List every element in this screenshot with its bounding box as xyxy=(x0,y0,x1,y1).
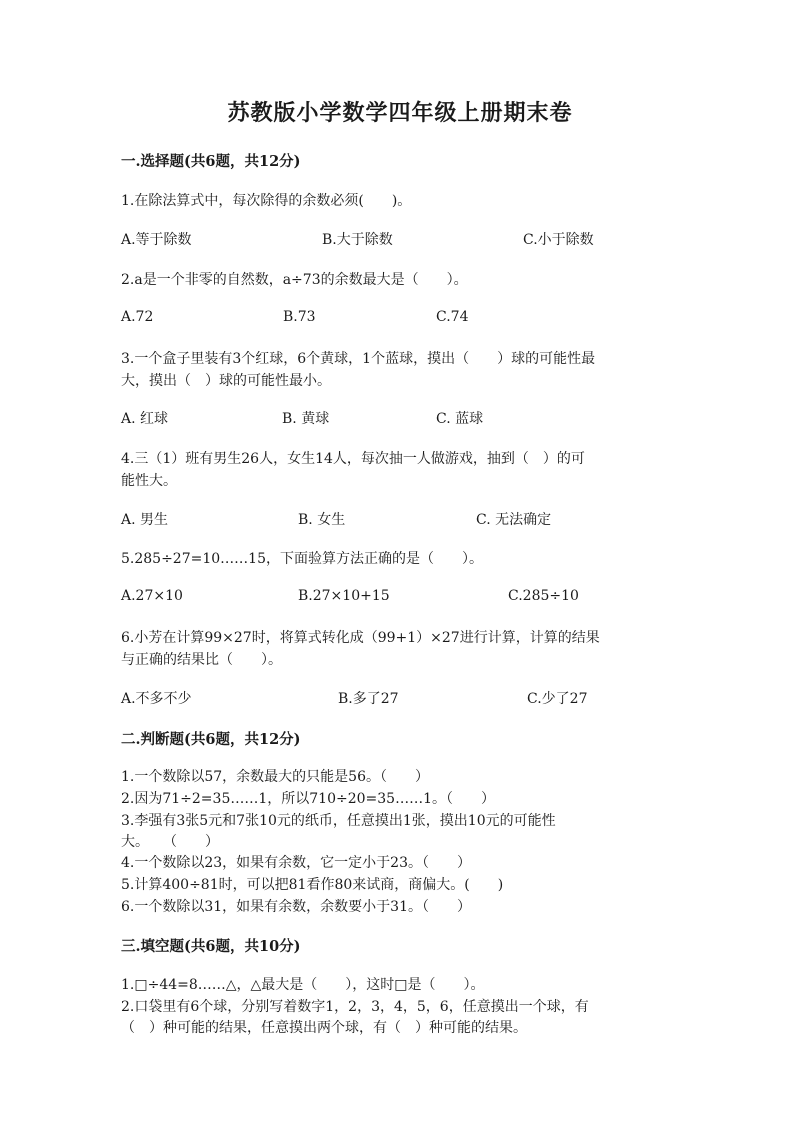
fill-blank-line-2: 2.口袋里有6个球，分别写着数字1，2，3，4，5，6，任意摸出一个球，有 xyxy=(121,999,589,1015)
question-6-text-line-2: 与正确的结果比（ ）。 xyxy=(121,652,282,668)
question-4-option-a: A. 男生 xyxy=(121,512,169,528)
question-2-option-b: B.73 xyxy=(283,309,316,325)
page-title: 苏教版小学数学四年级上册期末卷 xyxy=(227,100,573,126)
question-3-text-line-1: 3.一个盒子里装有3个红球，6个黄球，1个蓝球，摸出（ ）球的可能性最 xyxy=(121,351,596,367)
judgement-line-1: 1.一个数除以57，余数最大的只能是56。（ ） xyxy=(121,769,429,785)
question-2-option-a: A.72 xyxy=(121,309,154,325)
question-3-option-c: C. 蓝球 xyxy=(436,411,484,427)
question-4-option-b: B. 女生 xyxy=(298,512,346,528)
judgement-line-5: 4.一个数除以23，如果有余数，它一定小于23。（ ） xyxy=(121,855,471,871)
question-5-option-c: C.285÷10 xyxy=(508,588,579,604)
question-3-text-line-2: 大，摸出（ ）球的可能性最小。 xyxy=(121,373,331,389)
question-1-option-a: A.等于除数 xyxy=(121,232,192,248)
fill-blank-line-3: （ ）种可能的结果，任意摸出两个球，有（ ）种可能的结果。 xyxy=(121,1020,527,1036)
question-4-text-line-2: 能性大。 xyxy=(121,473,177,489)
judgement-line-6: 5.计算400÷81时，可以把81看作80来试商，商偏大。( ) xyxy=(121,877,504,893)
question-3-option-b: B. 黄球 xyxy=(282,411,330,427)
question-1-text: 1.在除法算式中，每次除得的余数必须( )。 xyxy=(121,193,412,209)
question-2-option-c: C.74 xyxy=(436,309,469,325)
question-6-option-c: C.少了27 xyxy=(527,691,588,707)
question-3-option-a: A. 红球 xyxy=(121,411,169,427)
question-5-option-a: A.27×10 xyxy=(121,588,183,604)
question-1-option-c: C.小于除数 xyxy=(523,232,594,248)
question-5-text: 5.285÷27=10……15，下面验算方法正确的是（ ）。 xyxy=(121,551,483,567)
question-5-option-b: B.27×10+15 xyxy=(298,588,390,604)
question-6-option-a: A.不多不少 xyxy=(121,691,192,707)
judgement-line-3: 3.李强有3张5元和7张10元的纸币，任意摸出1张，摸出10元的可能性 xyxy=(121,813,556,829)
question-1-option-b: B.大于除数 xyxy=(322,232,393,248)
question-6-option-b: B.多了27 xyxy=(338,691,399,707)
question-4-option-c: C. 无法确定 xyxy=(476,512,552,528)
section-heading-choice: 一.选择题(共6题，共12分) xyxy=(121,153,301,170)
section-heading-fill-blank: 三.填空题(共6题，共10分) xyxy=(121,938,301,955)
fill-blank-line-1: 1.□÷44=8……△，△最大是（ ），这时□是（ ）。 xyxy=(121,977,485,993)
section-heading-judgement: 二.判断题(共6题，共12分) xyxy=(121,731,301,748)
judgement-line-2: 2.因为71÷2=35……1，所以710÷20=35……1。（ ） xyxy=(121,791,495,807)
question-6-text-line-1: 6.小芳在计算99×27时，将算式转化成（99+1）×27进行计算，计算的结果 xyxy=(121,630,600,646)
question-4-text-line-1: 4.三（1）班有男生26人，女生14人，每次抽一人做游戏，抽到（ ）的可 xyxy=(121,451,585,467)
judgement-line-7: 6.一个数除以31，如果有余数，余数要小于31。（ ） xyxy=(121,899,471,915)
judgement-line-4: 大。 （ ） xyxy=(121,834,219,850)
question-2-text: 2.a是一个非零的自然数，a÷73的余数最大是（ ）。 xyxy=(121,272,468,288)
